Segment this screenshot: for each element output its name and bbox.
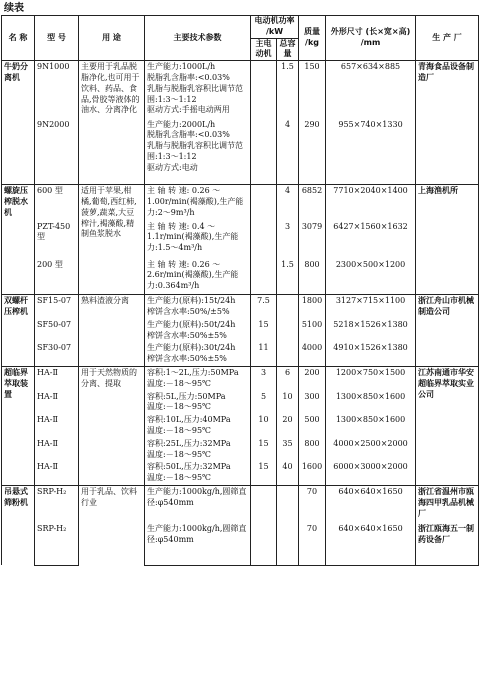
maker-cell: 江苏南通市华安超临界萃取实业公司 [416, 366, 479, 485]
power-total-cell: 4 [277, 185, 299, 221]
dims-cell: 657×634×885 [326, 61, 416, 119]
mass-cell: 150 [299, 61, 326, 119]
header-model: 型 号 [35, 16, 79, 61]
model-cell: 9N1000 [35, 61, 79, 119]
power-total-cell [277, 523, 299, 565]
equipment-name: 螺旋压榨脱水机 [2, 185, 35, 295]
dims-cell: 6427×1560×1632 [326, 221, 416, 259]
specs-cell: 容积:10L,压力:40MPa 温度:－18～95℃ [145, 414, 251, 438]
mass-cell: 200 [299, 366, 326, 390]
model-cell: PZT-450 型 [35, 221, 79, 259]
use-cell: 适用于苹果,柑橘,葡萄,西红柿,菠萝,蔬菜,大豆榨汁,褐藻酸,精制鱼浆脱水 [79, 185, 145, 295]
equipment-table [1, 15, 479, 566]
maker-cell: 浙江省温州市瓯海四甲乳品机械厂 [416, 485, 479, 523]
dims-cell: 640×640×1650 [326, 523, 416, 565]
mass-cell: 500 [299, 414, 326, 438]
table-row [2, 61, 479, 119]
table-row [2, 259, 479, 295]
model-cell: HA-Ⅱ [35, 366, 79, 390]
mass-cell: 70 [299, 485, 326, 523]
table-row [2, 485, 479, 523]
power-main-cell [251, 259, 277, 295]
mass-cell: 1600 [299, 461, 326, 485]
specs-cell: 生产能力(原料):50t/24h 榨饼含水率:50%±5% [145, 319, 251, 343]
power-total-cell: 3 [277, 221, 299, 259]
power-total-cell [277, 485, 299, 523]
power-total-cell: 1.5 [277, 259, 299, 295]
header-name: 名 称 [2, 16, 35, 61]
use-cell: 用于天然物质的分离、提取 [79, 366, 145, 485]
specs-cell: 容积:25L,压力:32MPa 温度:－18～95℃ [145, 438, 251, 462]
model-cell: 600 型 [35, 185, 79, 221]
specs-cell: 容积:1～2L,压力:50MPa 温度:－18～95℃ [145, 366, 251, 390]
power-main-cell [251, 485, 277, 523]
equipment-name: 牛奶分离机 [2, 61, 35, 185]
mass-cell: 6852 [299, 185, 326, 221]
specs-cell: 生产能力(原料):30t/24h 榨饼含水率:50%±5% [145, 342, 251, 366]
maker-cell: 上海渔机所 [416, 185, 479, 295]
specs-cell: 生产能力:2000L/h 脱脂乳含脂率:<0.03% 乳脂与脱脂乳容积比调节范围:1:3～1:12 驱动方式:电动 [145, 119, 251, 185]
dims-cell: 5218×1526×1380 [326, 319, 416, 343]
power-total-cell [277, 295, 299, 319]
header-power-total: 总容量 [277, 38, 299, 61]
mass-cell: 800 [299, 438, 326, 462]
header-power-main: 主电动机 [251, 38, 277, 61]
power-total-cell: 35 [277, 438, 299, 462]
power-total-cell: 1.5 [277, 61, 299, 119]
table-row [2, 221, 479, 259]
dims-cell: 3127×715×1100 [326, 295, 416, 319]
specs-cell: 生产能力(原料):15t/24h 榨饼含水率:50%/±5% [145, 295, 251, 319]
use-cell: 熟料渣液分离 [79, 295, 145, 367]
model-cell: HA-Ⅱ [35, 461, 79, 485]
use-cell: 主要用于乳品脱脂净化,也可用于饮料、药品、食品,骨胶等液体的油水、分离净化 [79, 61, 145, 185]
power-total-cell: 20 [277, 414, 299, 438]
dims-cell: 4000×2500×2000 [326, 438, 416, 462]
specs-cell: 容积:50L,压力:32MPa 温度:－18～95℃ [145, 461, 251, 485]
table-row [2, 342, 479, 366]
mass-cell: 1800 [299, 295, 326, 319]
mass-cell: 800 [299, 259, 326, 295]
dims-cell: 7710×2040×1400 [326, 185, 416, 221]
mass-cell: 290 [299, 119, 326, 185]
table-body [2, 61, 479, 566]
table-row [2, 185, 479, 221]
model-cell: SF15-07 [35, 295, 79, 319]
equipment-name: 超临界萃取装置 [2, 366, 35, 485]
mass-cell: 4000 [299, 342, 326, 366]
header-dims: 外形尺寸 (长×宽×高) /mm [326, 16, 416, 61]
model-cell: SRP-H₂ [35, 523, 79, 565]
table-row [2, 295, 479, 319]
model-cell: HA-Ⅱ [35, 414, 79, 438]
power-main-cell [251, 185, 277, 221]
header-mass: 质量 /kg [299, 16, 326, 61]
maker-cell: 浙江舟山市机械制造公司 [416, 295, 479, 367]
header-specs: 主要技术参数 [145, 16, 251, 61]
power-total-cell [277, 319, 299, 343]
specs-cell: 容积:5L,压力:50MPa 温度:－18～95℃ [145, 391, 251, 415]
specs-cell: 主 轴 转 速: 0.26 ～ 2.6r/min(褐藻酸),生产能力:0.364m³/h [145, 259, 251, 295]
specs-cell: 生产能力:1000kg/h,圆筛直径:φ540mm [145, 485, 251, 523]
model-cell: HA-Ⅱ [35, 391, 79, 415]
maker-cell: 浙江瓯海五一制药设备厂 [416, 523, 479, 565]
dims-cell: 640×640×1650 [326, 485, 416, 523]
power-total-cell: 4 [277, 119, 299, 185]
header-use: 用 途 [79, 16, 145, 61]
equipment-name: 双螺杆压榨机 [2, 295, 35, 367]
dims-cell: 2300×500×1200 [326, 259, 416, 295]
table-row [2, 523, 479, 565]
specs-cell: 生产能力:1000kg/h,圆筛直径:φ540mm [145, 523, 251, 565]
power-main-cell: 11 [251, 342, 277, 366]
specs-cell: 生产能力:1000L/h 脱脂乳含脂率:<0.03% 乳脂与脱脂乳容积比调节范围:1:3～1:12 驱动方式:手摇电动两用 [145, 61, 251, 119]
power-total-cell: 10 [277, 391, 299, 415]
maker-cell: 青海食品设备制造厂 [416, 61, 479, 185]
power-main-cell [251, 221, 277, 259]
use-cell: 用于乳品、饮料行业 [79, 485, 145, 565]
model-cell: SF50-07 [35, 319, 79, 343]
power-main-cell [251, 119, 277, 185]
power-total-cell: 6 [277, 366, 299, 390]
table-row [2, 119, 479, 185]
power-main-cell: 15 [251, 319, 277, 343]
power-total-cell [277, 342, 299, 366]
header-maker: 生 产 厂 [416, 16, 479, 61]
equipment-name: 吊悬式筛粉机 [2, 485, 35, 565]
power-main-cell: 15 [251, 461, 277, 485]
dims-cell: 6000×3000×2000 [326, 461, 416, 485]
model-cell: 200 型 [35, 259, 79, 295]
dims-cell: 4910×1526×1380 [326, 342, 416, 366]
table-row [2, 461, 479, 485]
dims-cell: 955×740×1330 [326, 119, 416, 185]
dims-cell: 1300×850×1600 [326, 391, 416, 415]
table-row [2, 391, 479, 415]
mass-cell: 70 [299, 523, 326, 565]
power-main-cell [251, 61, 277, 119]
table-row [2, 438, 479, 462]
model-cell: 9N2000 [35, 119, 79, 185]
power-main-cell [251, 523, 277, 565]
table-row [2, 319, 479, 343]
table-row [2, 414, 479, 438]
power-main-cell: 10 [251, 414, 277, 438]
table-caption: 续表 [4, 3, 24, 14]
header-power: 电动机功率 /kW [251, 16, 299, 39]
power-main-cell: 3 [251, 366, 277, 390]
table-row [2, 366, 479, 390]
specs-cell: 主 轴 转 速: 0.4 ～ 1.1r/min(褐藻酸),生产能力:1.5～4m³/h [145, 221, 251, 259]
dims-cell: 1200×750×1500 [326, 366, 416, 390]
model-cell: SF30-07 [35, 342, 79, 366]
dims-cell: 1300×850×1600 [326, 414, 416, 438]
mass-cell: 3079 [299, 221, 326, 259]
power-main-cell: 15 [251, 438, 277, 462]
model-cell: SRP-H₂ [35, 485, 79, 523]
mass-cell: 300 [299, 391, 326, 415]
power-main-cell: 5 [251, 391, 277, 415]
model-cell: HA-Ⅱ [35, 438, 79, 462]
power-total-cell: 40 [277, 461, 299, 485]
specs-cell: 主 轴 转 速: 0.26 ～1.00r/min(褐藻酸),生产能力:2～9m³/h [145, 185, 251, 221]
power-main-cell: 7.5 [251, 295, 277, 319]
mass-cell: 5100 [299, 319, 326, 343]
